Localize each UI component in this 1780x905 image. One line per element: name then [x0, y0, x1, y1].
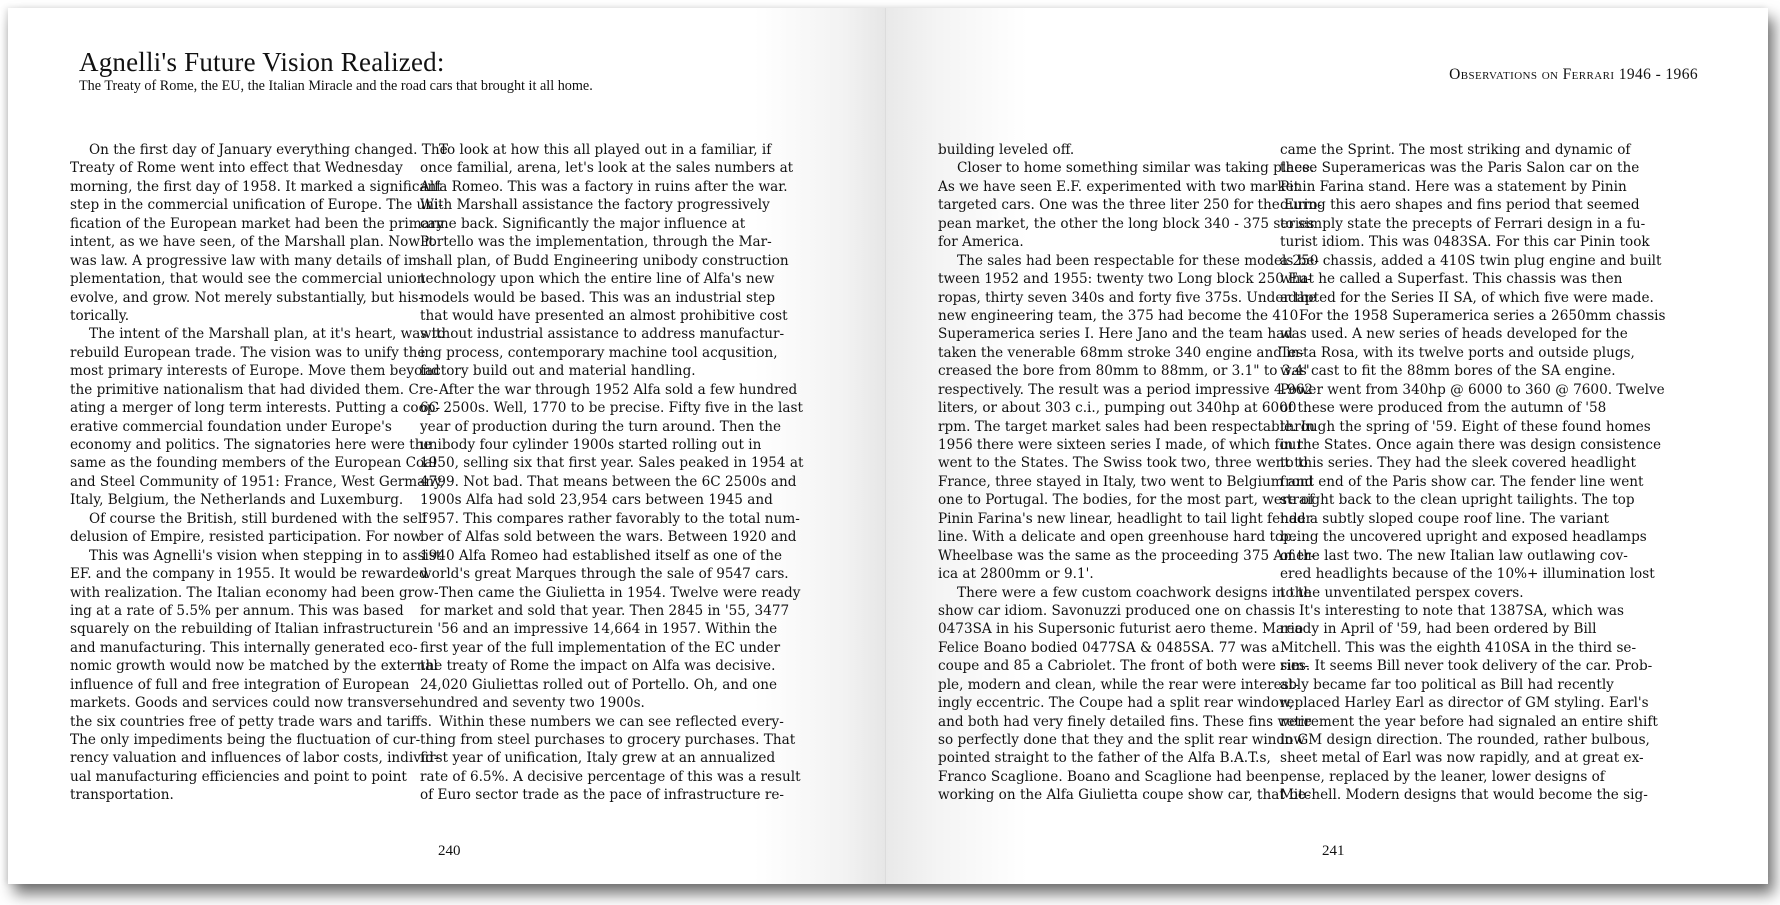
- text-line: came the Sprint. The most striking and dynamic of: [1280, 142, 1631, 158]
- text-line: to the unventilated perspex covers.: [1280, 584, 1524, 601]
- text-line: straight back to the clean upright tailights. The top: [1280, 492, 1635, 509]
- text-line: taken the venerable 68mm stroke 340 engine and in-: [938, 344, 1304, 361]
- text-line: factory build out and material handling.: [420, 363, 696, 380]
- text-line: economy and politics. The signatories here were the: [70, 437, 432, 453]
- text-line: fication of the European market had been the primary: [70, 215, 444, 232]
- text-column: [938, 141, 1323, 805]
- text-line: The sales had been respectable for these models be-: [957, 252, 1320, 269]
- text-line: came back. Significantly the major influence at: [420, 215, 746, 232]
- text-line: during this aero shapes and fins period that seemed: [1280, 197, 1640, 214]
- text-line: Superamerica series I. Here Jano and the team had: [938, 326, 1293, 343]
- text-line: adapted for the Series II SA, of which five were made.: [1280, 289, 1654, 306]
- text-line: pointed straight to the father of the Alfa B.A.T.s,: [938, 750, 1271, 767]
- text-line: ica at 2800mm or 9.1'.: [938, 566, 1094, 583]
- text-line: ropas, thirty seven 340s and forty five 375s. Under the: [938, 289, 1317, 306]
- text-line: To look at how this all played out in a familiar, if: [439, 142, 772, 158]
- text-line: Treaty of Rome went into effect that Wednesday: [70, 160, 403, 177]
- text-line: that would have presented an almost prohibitive cost: [420, 307, 788, 324]
- text-line: through the spring of '59. Eight of these found homes: [1280, 418, 1651, 435]
- text-line: France, three stayed in Italy, two went to Belgium and: [938, 473, 1314, 490]
- text-line: unibody four cylinder 1900s started rolling out in: [420, 437, 762, 453]
- text-line: For the 1958 Superamerica series a 2650mm chassis: [1299, 307, 1666, 324]
- text-line: and manufacturing. This internally generated eco-: [70, 639, 418, 656]
- text-line: Pinin Farina stand. Here was a statement by Pinin: [1280, 178, 1627, 195]
- text-line: Franco Scaglione. Boano and Scaglione had been: [938, 768, 1280, 785]
- text-line: squarely on the rebuilding of Italian infrastructure: [70, 621, 420, 638]
- text-line: new engineering team, the 375 had become the 410: [938, 307, 1299, 324]
- text-line: for America.: [938, 234, 1024, 251]
- text-line: was law. A progressive law with many details of im-: [70, 252, 426, 269]
- text-line: 1940 Alfa Romeo had established itself as one of the: [420, 547, 783, 564]
- text-line: in the States. Once again there was design consistence: [1280, 437, 1662, 453]
- text-line: was used. A new series of heads developed for the: [1280, 326, 1628, 343]
- text-line: It's interesting to note that 1387SA, which was: [1299, 602, 1624, 619]
- text-line: 0473SA in his Supersonic futurist aero theme. Mario: [938, 621, 1304, 638]
- text-line: turist idiom. This was 0483SA. For this car Pinin took: [1280, 234, 1650, 251]
- text-line: EF. and the company in 1955. It would be rewarded: [70, 566, 428, 583]
- text-line: of these were produced from the autumn of '58: [1280, 400, 1607, 417]
- text-line: retirement the year before had signaled an entire shift: [1280, 713, 1658, 730]
- text-line: The only impediments being the fluctuation of cur-: [70, 732, 421, 748]
- text-line: show car idiom. Savonuzzi produced one on chassis: [938, 602, 1296, 619]
- text-line: The intent of the Marshall plan, at it's heart, was to: [89, 326, 446, 343]
- text-line: influence of full and free integration of European: [70, 676, 410, 693]
- text-line: evolve, and grow. Not merely substantially, but his-: [70, 289, 424, 306]
- text-column: [70, 141, 448, 805]
- page-number: 240: [438, 843, 461, 859]
- text-line: morning, the first day of 1958. It marked a significant: [70, 178, 442, 195]
- text-line: coupe and 85 a Cabriolet. The front of both were sim-: [938, 658, 1310, 675]
- text-line: and Steel Community of 1951: France, West Germany,: [70, 473, 445, 490]
- text-line: Testa Rosa, with its twelve ports and outside plugs,: [1280, 344, 1635, 361]
- text-line: Closer to home something similar was taking place.: [957, 160, 1315, 177]
- text-line: first year of unification, Italy grew at an annualized: [420, 750, 776, 767]
- text-line: Pinin Farina's new linear, headlight to tail light fender: [938, 510, 1313, 527]
- text-line: As we have seen E.F. experimented with two market: [938, 178, 1300, 195]
- chapter-subtitle: The Treaty of Rome, the EU, the Italian Miracle and the road cars that brought it all home.: [79, 78, 593, 94]
- left-page: [8, 8, 886, 884]
- text-line: pean market, the other the long block 340 - 375 series: [938, 215, 1315, 232]
- text-line: rency valuation and influences of labor costs, individ-: [70, 750, 439, 767]
- text-line: Power went from 340hp @ 6000 to 360 @ 7600. Twelve: [1280, 381, 1665, 398]
- text-line: ably became far too political as Bill had recently: [1280, 676, 1614, 693]
- text-column: [1280, 141, 1666, 805]
- text-line: was cast to fit the 88mm bores of the SA engine.: [1280, 363, 1616, 380]
- text-line: so perfectly done that they and the split rear window: [938, 732, 1305, 748]
- text-line: ries. It seems Bill never took delivery of the car. Prob-: [1280, 658, 1653, 675]
- text-line: Felice Boano bodied 0477SA & 0485SA. 77 was a: [938, 639, 1280, 656]
- text-line: 4799. Not bad. That means between the 6C 2500s and: [420, 473, 797, 490]
- text-line: one to Portugal. The bodies, for the most part, were of: [938, 492, 1314, 509]
- text-line: a 250 chassis, added a 410S twin plug engine and built: [1280, 252, 1662, 269]
- text-line: building leveled off.: [938, 142, 1075, 158]
- text-line: step in the commercial unification of Europe. The uni-: [70, 197, 444, 214]
- text-line: intent, as we have seen, of the Marshall plan. Now it: [70, 234, 435, 251]
- text-line: to simply state the precepts of Ferrari design in a fu-: [1280, 215, 1646, 232]
- text-line: ing process, contemporary machine tool acqusition,: [420, 344, 778, 361]
- text-line: targeted cars. One was the three liter 250 for the Euro-: [938, 197, 1323, 214]
- text-line: 1900s Alfa had sold 23,954 cars between 1945 and: [420, 492, 773, 509]
- text-line: what he called a Superfast. This chassis was then: [1280, 271, 1623, 288]
- text-line: Italy, Belgium, the Netherlands and Luxemburg.: [70, 492, 404, 509]
- text-line: torically.: [70, 307, 130, 324]
- text-line: Of course the British, still burdened with the self: [89, 510, 428, 527]
- text-line: these Superamericas was the Paris Salon car on the: [1280, 160, 1640, 177]
- text-line: pense, replaced by the leaner, lower designs of: [1280, 768, 1605, 785]
- text-line: had a subtly sloped coupe roof line. The variant: [1280, 510, 1609, 527]
- text-line: the treaty of Rome the impact on Alfa was decisive.: [420, 658, 776, 675]
- text-line: year of production during the turn around. Then the: [420, 418, 782, 435]
- text-line: ual manufacturing efficiencies and point to point: [70, 768, 407, 785]
- text-line: sheet metal of Earl was now rapidly, and at great ex-: [1280, 750, 1644, 767]
- text-line: 1950, selling six that first year. Sales peaked in 1954 at: [420, 455, 804, 472]
- text-line: Alfa Romeo. This was a factory in ruins after the war.: [420, 178, 788, 195]
- text-line: respectively. The result was a period impressive 4.962: [938, 381, 1313, 398]
- text-line: ating a merger of long term interests. Putting a coop-: [70, 400, 441, 417]
- text-line: front end of the Paris show car. The fender line went: [1280, 473, 1644, 490]
- text-line: plementation, that would see the commercial union: [70, 271, 426, 288]
- text-line: world's great Marques through the sale of 9547 cars.: [420, 566, 789, 583]
- text-line: rebuild European trade. The vision was to unify the: [70, 344, 426, 361]
- text-line: ered headlights because of the 10%+ illumination lost: [1280, 566, 1655, 583]
- page-number: 241: [1322, 843, 1345, 859]
- text-line: There were a few custom coachwork designs in the: [957, 584, 1312, 601]
- text-line: the primitive nationalism that had divided them. Cre-: [70, 381, 438, 398]
- text-line: for market and sold that year. Then 2845 in '55, 3477: [420, 602, 790, 619]
- text-line: 6C 2500s. Well, 1770 to be precise. Fifty five in the last: [420, 400, 803, 417]
- text-line: most primary interests of Europe. Move them beyond: [70, 363, 440, 380]
- text-line: ready in April of '59, had been ordered by Bill: [1280, 621, 1597, 638]
- text-line: in '56 and an impressive 14,664 in 1957. Within the: [420, 621, 778, 638]
- text-line: to this series. They had the sleek covered headlight: [1280, 455, 1636, 472]
- text-line: nomic growth would now be matched by the external: [70, 658, 438, 675]
- text-line: 24,020 Giuliettas rolled out of Portello. Oh, and one: [420, 676, 778, 693]
- running-head: Observations on Ferrari 1946 - 1966: [1449, 66, 1698, 83]
- text-line: first year of the full implementation of the EC under: [420, 639, 781, 656]
- text-line: same as the founding members of the European Coal: [70, 455, 437, 472]
- text-line: with realization. The Italian economy had been grow-: [70, 584, 439, 601]
- text-line: of the last two. The new Italian law outlawing cov-: [1280, 547, 1628, 564]
- text-line: ple, modern and clean, while the rear were interest-: [938, 676, 1299, 693]
- text-line: tween 1952 and 1955: twenty two Long block 250 Eu-: [938, 271, 1312, 288]
- book-spread: [8, 8, 1768, 884]
- text-line: delusion of Empire, resisted participation. For now.: [70, 529, 425, 546]
- text-line: After the war through 1952 Alfa sold a few hundred: [439, 381, 798, 398]
- text-line: With Marshall assistance the factory progressively: [420, 197, 770, 214]
- text-line: On the first day of January everything changed. The: [89, 142, 448, 158]
- text-line: models would be based. This was an industrial step: [420, 289, 776, 306]
- text-line: thing from steel purchases to grocery purchases. That: [420, 732, 796, 748]
- text-line: Portello was the implementation, through the Mar-: [420, 234, 772, 251]
- text-line: went to the States. The Swiss took two, three went to: [938, 455, 1308, 472]
- text-line: hundred and seventy two 1900s.: [420, 695, 645, 712]
- text-line: in GM design direction. The rounded, rather bulbous,: [1280, 732, 1650, 748]
- text-line: Then came the Giulietta in 1954. Twelve were ready: [439, 584, 801, 601]
- text-line: Within these numbers we can see reflected every-: [439, 713, 784, 730]
- text-line: ing at a rate of 5.5% per annum. This was based: [70, 602, 404, 619]
- text-line: erative commercial foundation under Europe's: [70, 418, 392, 435]
- text-line: rate of 6.5%. A decisive percentage of this was a result: [420, 768, 801, 785]
- text-line: and both had very finely detailed fins. These fins were: [938, 713, 1312, 730]
- text-line: ingly eccentric. The Coupe had a split rear window,: [938, 695, 1294, 712]
- text-line: shall plan, of Budd Engineering unibody construction: [420, 252, 789, 269]
- text-line: working on the Alfa Giulietta coupe show car, that be-: [938, 787, 1311, 804]
- text-line: transportation.: [70, 787, 174, 804]
- text-line: rpm. The target market sales had been respectable. In: [938, 418, 1315, 435]
- text-line: of Euro sector trade as the pace of infrastructure re-: [420, 787, 785, 804]
- text-line: technology upon which the entire line of Alfa's new: [420, 271, 775, 288]
- text-line: creased the bore from 80mm to 88mm, or 3.1" to 3.4": [938, 363, 1310, 380]
- text-line: Wheelbase was the same as the proceeding 375 Amer-: [938, 547, 1316, 564]
- text-line: 1957. This compares rather favorably to the total num-: [420, 510, 800, 527]
- text-line: This was Agnelli's vision when stepping in to assist: [89, 547, 442, 564]
- text-line: liters, or about 303 c.i., pumping out 340hp at 6000: [938, 400, 1297, 417]
- text-line: once familial, arena, let's look at the sales numbers at: [420, 160, 794, 177]
- text-line: 1956 there were sixteen series I made, of which four: [938, 437, 1303, 453]
- text-line: ber of Alfas sold between the wars. Between 1920 and: [420, 529, 797, 546]
- right-page: [886, 8, 1768, 884]
- text-line: line. With a delicate and open greenhouse hard top.: [938, 529, 1297, 546]
- text-line: being the uncovered upright and exposed headlamps: [1280, 529, 1647, 546]
- text-line: Mitchell. Modern designs that would become the sig-: [1280, 787, 1648, 804]
- text-line: Mitchell. This was the eighth 410SA in the third se-: [1280, 639, 1637, 656]
- text-column: [420, 141, 804, 805]
- chapter-title: Agnelli's Future Vision Realized:: [79, 47, 445, 77]
- text-line: markets. Goods and services could now transverse: [70, 695, 421, 712]
- text-line: replaced Harley Earl as director of GM styling. Earl's: [1280, 695, 1649, 712]
- text-line: the six countries free of petty trade wars and tariffs.: [70, 713, 432, 730]
- text-line: without industrial assistance to address manufactur-: [420, 326, 785, 343]
